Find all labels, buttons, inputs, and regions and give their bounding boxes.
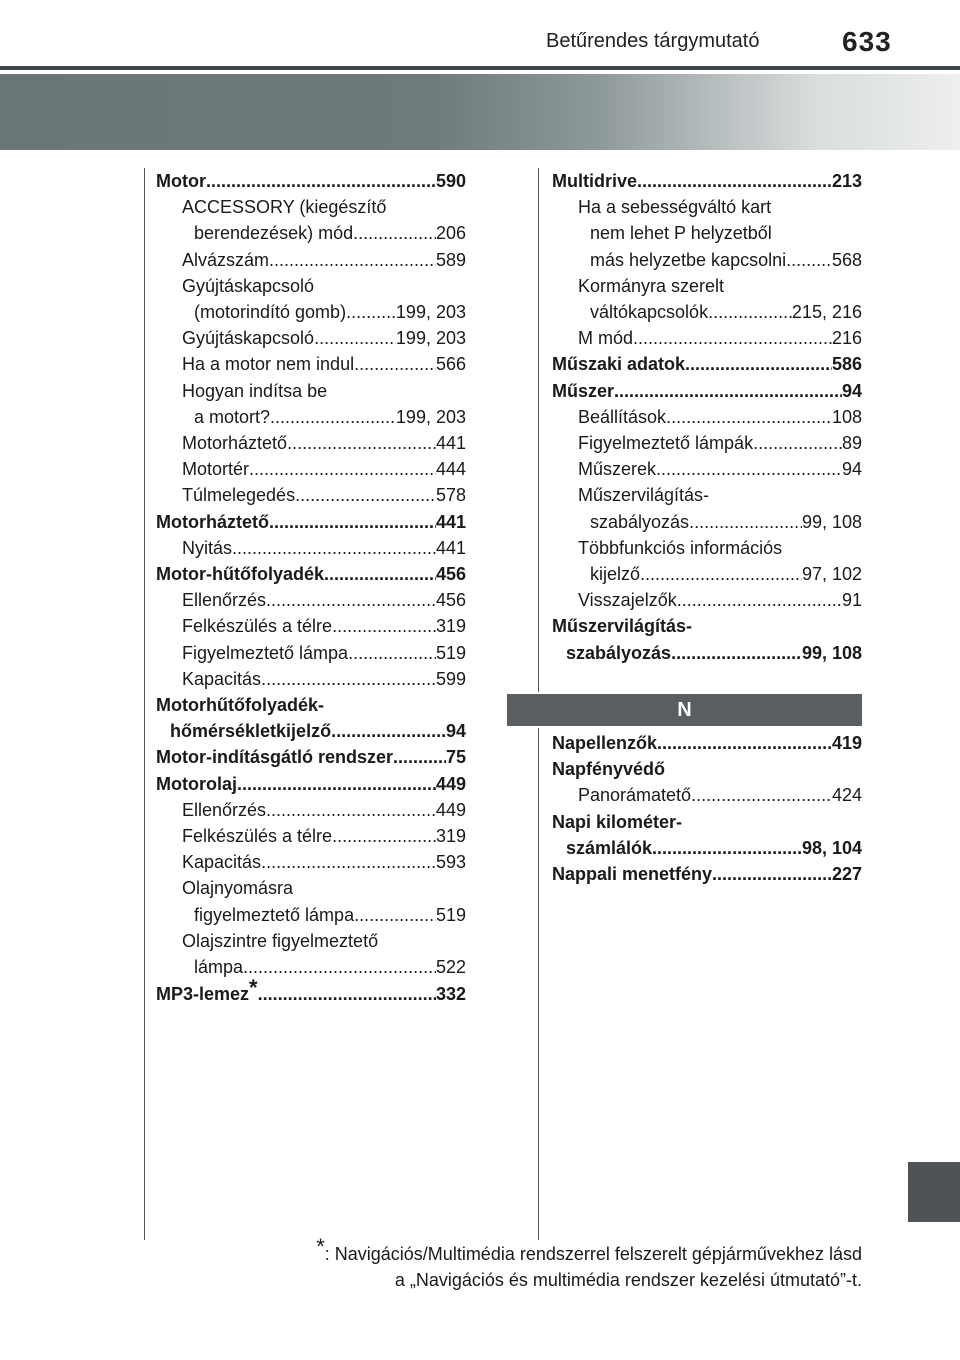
index-subentry: Kormányra szerelt <box>578 275 725 296</box>
index-subentry: váltókapcsolók ..... 215, 216 <box>552 299 862 325</box>
index-subentry: Beállítások ..... 108 <box>552 404 862 430</box>
header-title: Betűrendes tárgymutató <box>546 30 760 52</box>
index-entry: Motorolaj ..... 449 <box>156 771 466 797</box>
index-subentry: kijelző ..... 97, 102 <box>552 561 862 587</box>
index-subentry: Felkészülés a télre ..... 319 <box>156 613 466 639</box>
index-entry: Motor ..... 590 <box>156 168 466 194</box>
page-number: 633 <box>842 26 892 57</box>
index-subentry: (motorindító gomb) ..... 199, 203 <box>156 299 466 325</box>
index-subentry: ACCESSORY (kiegészítő <box>182 197 387 218</box>
index-entry: Multidrive ..... 213 <box>552 168 862 194</box>
index-entry: Motor-indításgátló rendszer ..... 75 <box>156 744 466 770</box>
index-subentry: M mód ..... 216 <box>552 325 862 351</box>
footnote-star: * <box>316 1234 325 1259</box>
footnote-star: * <box>249 975 258 1001</box>
index-entry: Napellenzők ..... 419 <box>552 730 862 756</box>
index-entry: Nappali menetfény ..... 227 <box>552 861 862 887</box>
index-subentry: lámpa ..... 522 <box>156 954 466 980</box>
index-subentry: Ha a motor nem indul ..... 566 <box>156 351 466 377</box>
index-entry: számlálók ..... 98, 104 <box>552 835 862 861</box>
header-banner <box>0 74 960 150</box>
index-subentry: Alvázszám ..... 589 <box>156 247 466 273</box>
index-entry: Napi kilométer- <box>552 811 683 832</box>
footnote-line-2: a „Navigációs és multimédia rendszer kezelési útmutató”-t. <box>394 1270 862 1290</box>
index-subentry: Gyújtáskapcsoló ..... 199, 203 <box>156 325 466 351</box>
index-column-right-n <box>552 730 862 887</box>
index-entry: Motorháztető ..... 441 <box>156 509 466 535</box>
index-subentry: más helyzetbe kapcsolni ..... 568 <box>552 247 862 273</box>
index-entry: Műszervilágítás- <box>552 616 693 637</box>
footnote-line-1: *: Navigációs/Multimédia rendszerrel felszerelt gépjárművekhez lásd <box>316 1234 862 1264</box>
index-subentry: Ellenőrzés ..... 456 <box>156 587 466 613</box>
index-entry: szabályozás ..... 99, 108 <box>552 640 862 666</box>
index-entry: Műszer ..... 94 <box>552 378 862 404</box>
index-subentry: Figyelmeztető lámpa ..... 519 <box>156 640 466 666</box>
chapter-thumb-tab <box>908 1162 960 1222</box>
index-column-right <box>552 168 862 666</box>
index-entry: hőmérsékletkijelző ..... 94 <box>156 718 466 744</box>
index-subentry: Olajszintre figyelmeztető <box>182 930 379 951</box>
index-subentry: Olajnyomásra <box>182 878 294 899</box>
index-subentry: nem lehet P helyzetből <box>590 223 772 244</box>
index-subentry: a motort? ..... 199, 203 <box>156 404 466 430</box>
section-letter-header: N <box>507 694 862 726</box>
index-subentry: Panorámatető ..... 424 <box>552 782 862 808</box>
index-entry: MP3-lemez* ..... 332 <box>156 980 466 1007</box>
index-subentry: szabályozás ..... 99, 108 <box>552 509 862 535</box>
index-subentry: Kapacitás ..... 593 <box>156 849 466 875</box>
index-subentry: Felkészülés a télre ..... 319 <box>156 823 466 849</box>
index-subentry: figyelmeztető lámpa ..... 519 <box>156 902 466 928</box>
page-header <box>0 0 960 66</box>
index-subentry: Túlmelegedés ..... 578 <box>156 482 466 508</box>
column-divider-bottom <box>538 728 539 1240</box>
index-subentry: berendezések) mód ..... 206 <box>156 220 466 246</box>
index-subentry: Motortér ..... 444 <box>156 456 466 482</box>
index-subentry: Nyitás ..... 441 <box>156 535 466 561</box>
footnote <box>270 1234 862 1293</box>
column-divider-top <box>538 168 539 692</box>
index-subentry: Gyújtáskapcsoló <box>182 275 315 296</box>
index-subentry: Többfunkciós információs <box>578 537 783 558</box>
index-subentry: Kapacitás ..... 599 <box>156 666 466 692</box>
index-subentry: Visszajelzők ..... 91 <box>552 587 862 613</box>
left-margin-rule <box>144 168 145 1240</box>
header-divider <box>0 66 960 70</box>
index-entry: Napfényvédő <box>552 759 666 780</box>
index-subentry: Ellenőrzés ..... 449 <box>156 797 466 823</box>
index-subentry: Figyelmeztető lámpák ..... 89 <box>552 430 862 456</box>
index-column-left <box>156 168 466 1008</box>
index-entry: Motorhűtőfolyadék- <box>156 695 324 716</box>
index-entry: Motor-hűtőfolyadék ..... 456 <box>156 561 466 587</box>
index-subentry: Hogyan indítsa be <box>182 380 328 401</box>
index-subentry: Műszerek ..... 94 <box>552 456 862 482</box>
index-entry: Műszaki adatok ..... 586 <box>552 351 862 377</box>
index-subentry: Ha a sebességváltó kart <box>578 197 772 218</box>
index-subentry: Motorháztető ..... 441 <box>156 430 466 456</box>
index-subentry: Műszervilágítás- <box>578 485 710 506</box>
